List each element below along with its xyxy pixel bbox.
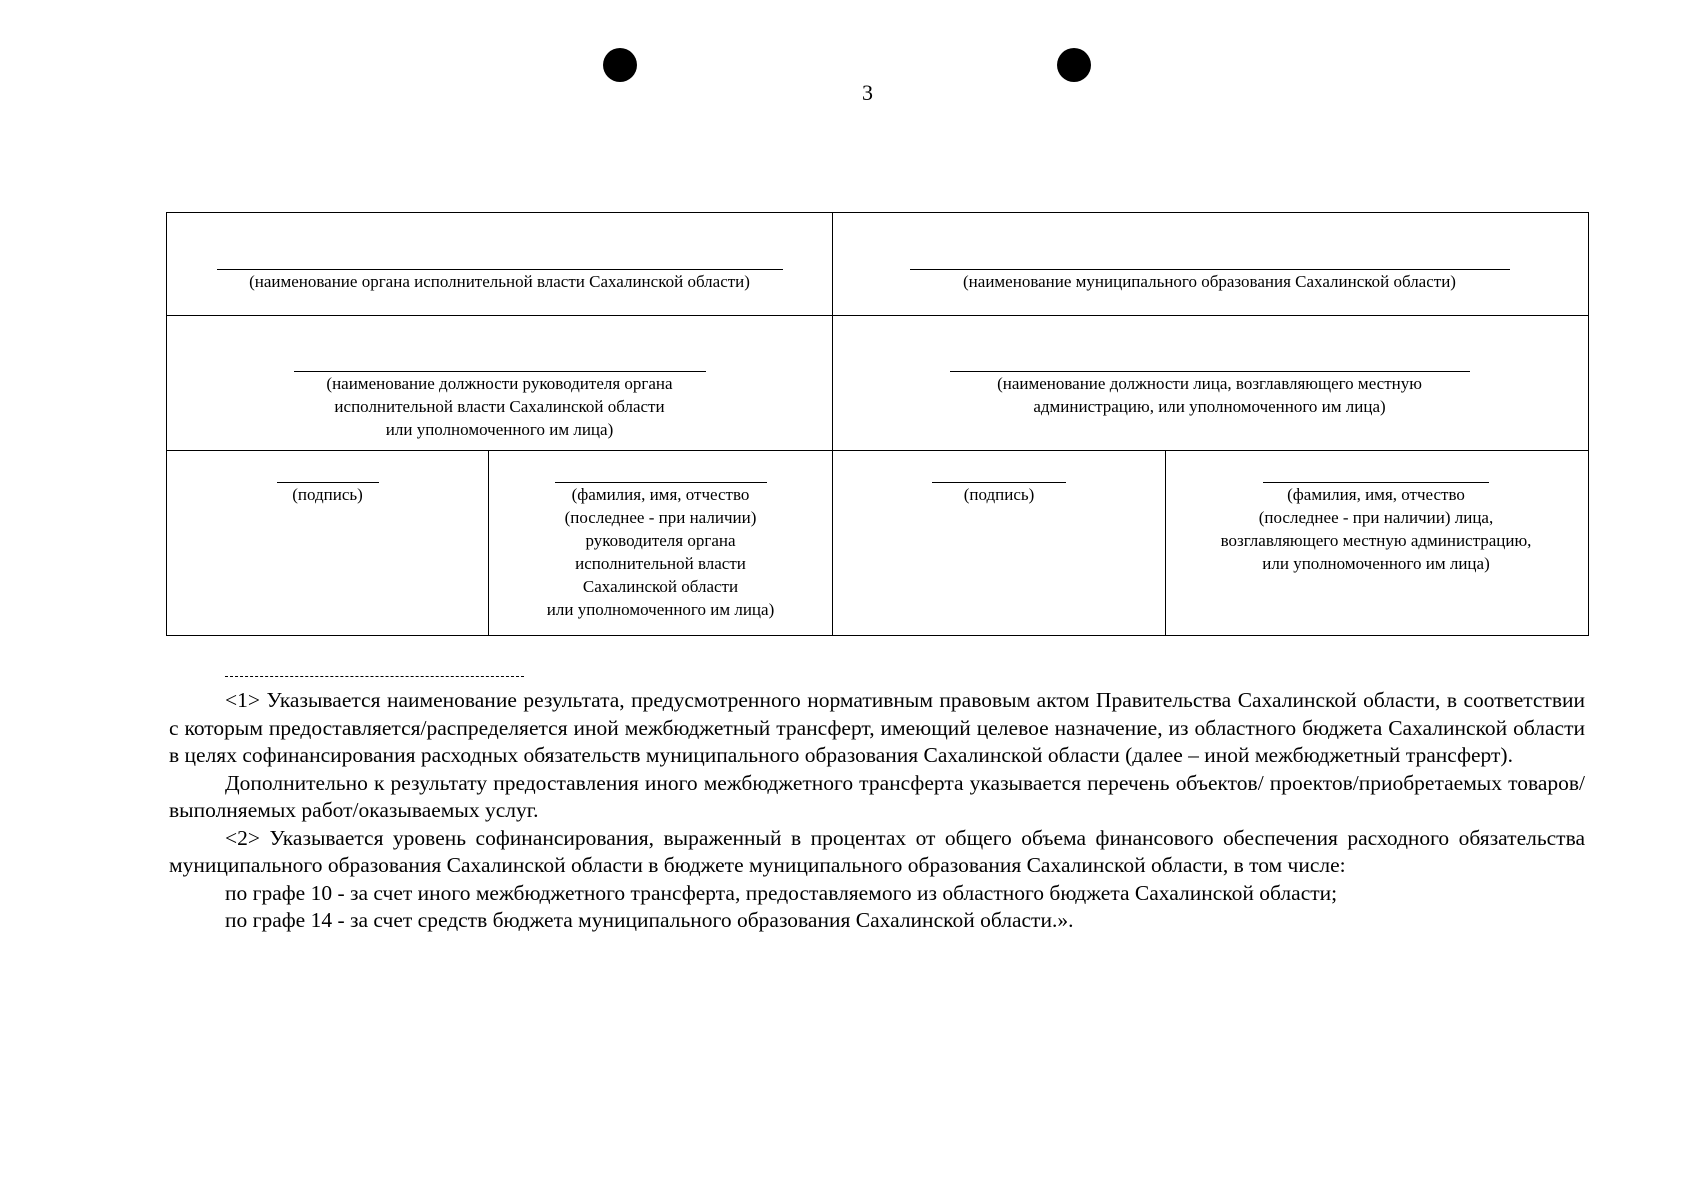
table-row-signatures <box>167 451 1588 635</box>
cell-head-position <box>167 316 833 450</box>
signature-table <box>166 212 1589 636</box>
footnote-2-item-column-10: по графе 10 - за счет иного межбюджетного трансферта, предоставляемого из областного бюджета Сахалинской области; <box>225 880 1338 905</box>
footnote-separator <box>225 676 524 677</box>
caption-line: (последнее - при наличии) лица, <box>1258 508 1494 527</box>
punch-hole-left <box>603 48 637 82</box>
footnote-1: <1> Указывается наименование результата, предусмотренного нормативным правовым актом Правительства Сахалинской области, в соответствии с которым предоставляется/распределяется иной межбюджетный трансферт, имеющий целевое назначение, из областного бюджета Сахалинской области в целях софинансирования расходных обязательств муниципального образования Сахалинской области (далее – иной межбюджетный трансферт). <box>169 688 1585 767</box>
caption-line: (последнее - при наличии) <box>564 508 757 527</box>
caption-line: администрацию, или уполномоченного им лица) <box>1033 397 1386 416</box>
table-row-organization <box>167 213 1588 316</box>
footnote-1-addition: Дополнительно к результату предоставления иного межбюджетного трансферта указывается перечень объектов/ проектов/приобретаемых товаров/выполняемых работ/оказываемых услуг. <box>169 770 1585 822</box>
caption-line: исполнительной власти <box>575 554 746 573</box>
caption-line: руководителя органа <box>585 531 736 550</box>
cell-fullname-right <box>1166 451 1586 635</box>
caption-line: (фамилия, имя, отчество <box>571 485 750 504</box>
footnote-2: <2> Указывается уровень софинансирования, выраженный в процентах от общего объема финансового обеспечения расходного обязательства муниципального образования Сахалинской области в бюджете муниципального образования Сахалинской области, в том числе: <box>169 825 1585 877</box>
cell-fullname-left <box>489 451 833 635</box>
caption-signature: (подпись) <box>292 485 363 504</box>
caption-municipality: (наименование муниципального образования Сахалинской области) <box>963 272 1456 291</box>
caption-line: (фамилия, имя, отчество <box>1287 485 1465 504</box>
cell-executive-body <box>167 213 833 315</box>
cell-signature-left <box>167 451 489 635</box>
punch-hole-right <box>1057 48 1091 82</box>
cell-admin-position <box>833 316 1586 450</box>
table-row-position <box>167 316 1588 451</box>
footnote-2-item-column-14: по графе 14 - за счет средств бюджета муниципального образования Сахалинской области.». <box>225 908 1074 932</box>
caption-line: возглавляющего местную администрацию, <box>1220 531 1532 550</box>
caption-line: или уполномоченного им лица) <box>546 600 775 619</box>
footnotes <box>169 676 1585 935</box>
caption-line: (наименование должности руководителя органа <box>326 374 673 393</box>
cell-municipality <box>833 213 1586 315</box>
caption-executive-body: (наименование органа исполнительной власти Сахалинской области) <box>249 272 750 291</box>
caption-line: или уполномоченного им лица) <box>1262 554 1490 573</box>
caption-line: или уполномоченного им лица) <box>385 420 614 439</box>
caption-line: исполнительной власти Сахалинской области <box>334 397 665 416</box>
caption-line: (наименование должности лица, возглавляющего местную <box>997 374 1422 393</box>
caption-line: Сахалинской области <box>582 577 739 596</box>
page-number: 3 <box>862 80 873 105</box>
cell-signature-right <box>833 451 1166 635</box>
caption-signature: (подпись) <box>963 485 1035 504</box>
